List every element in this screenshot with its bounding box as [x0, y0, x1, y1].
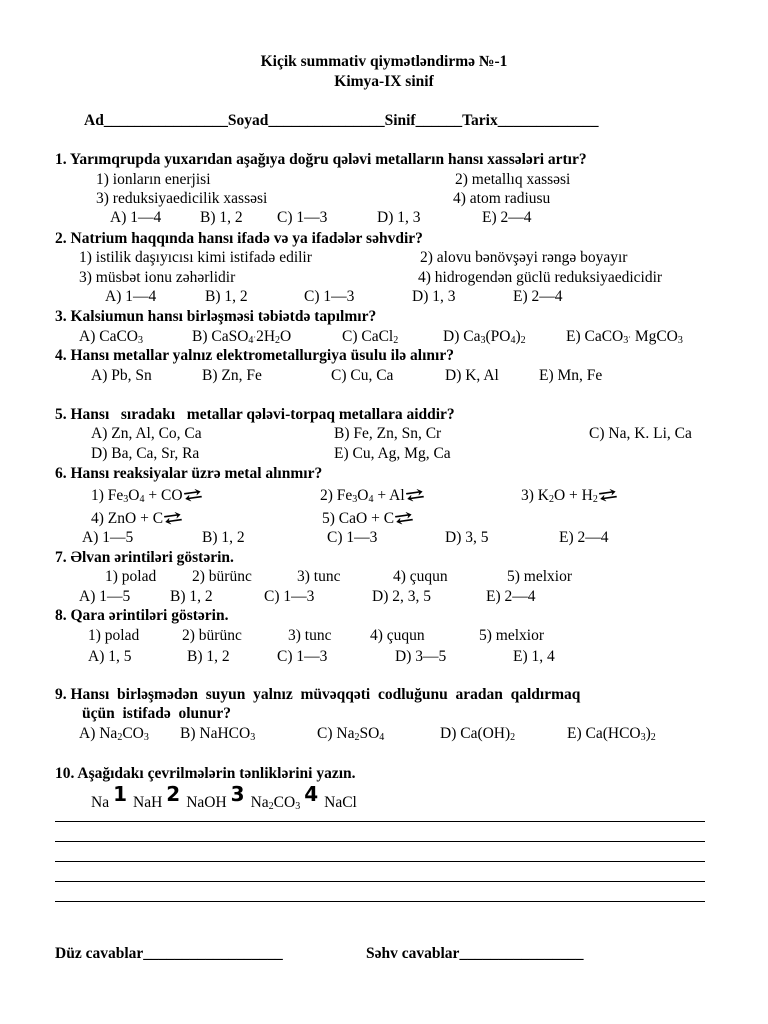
class-label: Sinif: [384, 112, 416, 129]
option-e[interactable]: E) Mn, Fe: [539, 367, 603, 384]
question-2: 2. Natrium haqqında hansı ifadə və ya ifadələr səhvdir?: [55, 230, 423, 247]
reaction-2: 2) $Fe_3O_4$ + Al⇄: [320, 486, 427, 506]
surname-label: Soyad: [227, 112, 269, 129]
alloy-item: 4) çuqun: [370, 627, 425, 644]
option-a[interactable]: A) CaCO$_3$: [79, 328, 143, 346]
answer-line[interactable]: [55, 841, 705, 842]
option-a[interactable]: A) 1—4: [110, 209, 162, 226]
answer-line[interactable]: [55, 881, 705, 882]
option-c[interactable]: C) 1—3: [277, 648, 328, 665]
question-7: 7. Əlvan ərintiləri göstərin.: [55, 549, 234, 566]
option-e[interactable]: E) $Ca(HCO_3)_2$: [567, 725, 656, 743]
option-c[interactable]: C) Na, K. Li, Ca: [589, 425, 692, 442]
question-5: 5. Hansı sıradakı metallar qələvi-torpaq metallara aiddir?: [55, 406, 455, 423]
option-b[interactable]: B) Zn, Fe: [202, 367, 262, 384]
option-d[interactable]: D) $Ca_3(PO_4)_2$: [443, 328, 526, 346]
alloy-item: 3) tunc: [288, 627, 332, 644]
question-8: 8. Qara ərintiləri göstərin.: [55, 607, 229, 624]
option-b[interactable]: B) Fe, Zn, Sn, Cr: [334, 425, 442, 442]
option-a[interactable]: A) 1—5: [79, 588, 131, 605]
wrong-answers-label: Səhv cavablar: [366, 945, 460, 962]
reaction-4: 4) ZnO + C⇄: [91, 509, 186, 529]
alloy-item: 1) polad: [88, 627, 140, 644]
option-d[interactable]: D) 3, 5: [445, 529, 489, 546]
alloy-item: 5) melxior: [479, 627, 544, 644]
statement: 4) atom radiusu: [453, 190, 551, 207]
option-c[interactable]: C) $Na_2SO_4$: [317, 725, 385, 743]
option-b[interactable]: B) NaHCO$_3$: [180, 725, 256, 743]
option-c[interactable]: C) 1—3: [304, 288, 355, 305]
option-c[interactable]: C) 1—3: [277, 209, 328, 226]
equilibrium-arrow-icon: ⇄: [161, 509, 186, 529]
question-6: 6. Hansı reaksiyalar üzrə metal alınmır?: [55, 465, 323, 482]
statement: 3) müsbət ionu zəhərlidir: [79, 269, 236, 286]
name-field[interactable]: ________________: [103, 112, 228, 129]
option-b[interactable]: B) 1, 2: [200, 209, 243, 226]
question-9-continued: üçün istifadə olunur?: [82, 705, 232, 722]
reaction-1: 1) $Fe_3O_4$ + CO⇄: [91, 486, 205, 506]
wrong-answers: [366, 945, 583, 963]
option-a[interactable]: A) Pb, Sn: [91, 367, 152, 384]
page-subtitle: Kimya-IX sinif: [334, 73, 434, 90]
option-e[interactable]: E) 2—4: [559, 529, 609, 546]
question-1: 1. Yarımqrupda yuxarıdan aşağıya doğru qələvi metalların hansı xassələri artır?: [55, 151, 587, 168]
alloy-item: 2) bürünc: [192, 568, 252, 585]
option-a[interactable]: A) Zn, Al, Co, Ca: [91, 425, 202, 442]
alloy-item: 1) polad: [105, 568, 157, 585]
option-d[interactable]: D) 1, 3: [377, 209, 421, 226]
option-a[interactable]: A) 1, 5: [88, 648, 132, 665]
statement: 1) ionların enerjisi: [96, 171, 211, 188]
correct-answers: [55, 945, 283, 963]
student-info-row: [84, 112, 598, 130]
option-d[interactable]: D) 3—5: [395, 648, 447, 665]
correct-answers-field[interactable]: __________________: [143, 945, 283, 962]
step-4-arrow: 4: [304, 782, 319, 806]
option-c[interactable]: C) 1—3: [264, 588, 315, 605]
statement: 4) hidrogendən güclü reduksiyaedicidir: [418, 269, 663, 286]
option-d[interactable]: D) 2, 3, 5: [372, 588, 431, 605]
option-b[interactable]: B) 1, 2: [170, 588, 213, 605]
page-title: Kiçik summativ qiymətləndirmə №-1: [260, 53, 508, 70]
answer-line[interactable]: [55, 821, 705, 822]
option-e[interactable]: E) 1, 4: [513, 648, 555, 665]
option-d[interactable]: D) K, Al: [445, 367, 499, 384]
equilibrium-arrow-icon: ⇄: [392, 509, 417, 529]
alloy-item: 4) çuqun: [393, 568, 448, 585]
option-e[interactable]: E) 2—4: [482, 209, 532, 226]
answer-line[interactable]: [55, 901, 705, 902]
option-d[interactable]: D) Ba, Ca, Sr, Ra: [91, 445, 200, 462]
option-d[interactable]: D) 1, 3: [412, 288, 456, 305]
question-10: 10. Aşağıdakı çevrilmələrin tənliklərini yazın.: [55, 765, 356, 782]
alloy-item: 5) melxior: [507, 568, 572, 585]
question-3: 3. Kalsiumun hansı birləşməsi təbiətdə tapılmır?: [55, 308, 377, 325]
answer-line[interactable]: [55, 861, 705, 862]
option-b[interactable]: B) $CaSO_4\cdot 2H_2O$: [192, 328, 292, 346]
equilibrium-arrow-icon: ⇄: [181, 486, 205, 506]
option-b[interactable]: B) 1, 2: [205, 288, 248, 305]
correct-answers-label: Düz cavablar: [55, 945, 144, 962]
statement: 2) metallıq xassəsi: [455, 171, 571, 188]
alloy-item: 3) tunc: [297, 568, 341, 585]
step-1-arrow: 1: [113, 782, 127, 806]
equilibrium-arrow-icon: ⇄: [596, 486, 620, 506]
option-d[interactable]: D) $Ca(OH)_2$: [440, 725, 516, 743]
name-label: Ad: [84, 112, 104, 129]
statement: 2) alovu bənövşəyi rəngə boyayır: [420, 249, 628, 266]
option-e[interactable]: E) Cu, Ag, Mg, Ca: [334, 445, 451, 462]
statement: 1) istilik daşıyıcısı kimi istifadə edilir: [79, 249, 312, 266]
reaction-3: 3) $K_2O$ + $H_2⇄$: [521, 486, 620, 506]
surname-field[interactable]: _______________: [268, 112, 385, 129]
option-b[interactable]: B) 1, 2: [187, 648, 230, 665]
option-a[interactable]: A) $Na_2CO_3$: [79, 725, 149, 743]
date-label: Tarix: [462, 112, 498, 129]
reaction-5: 5) CaO + C⇄: [322, 509, 417, 529]
option-a[interactable]: A) 1—4: [105, 288, 157, 305]
question-9: 9. Hansı birləşmədən suyun yalnız müvəqqəti codluğunu aradan qaldırmaq: [55, 686, 581, 703]
step-3-arrow: 3: [230, 782, 245, 806]
option-e[interactable]: E) CaCO$_3$· MgCO$_3$: [566, 328, 683, 346]
option-c[interactable]: C) CaCl$_2$: [342, 328, 399, 346]
date-field[interactable]: _____________: [497, 112, 599, 129]
alloy-item: 2) bürünc: [182, 627, 242, 644]
equilibrium-arrow-icon: ⇄: [403, 486, 427, 506]
option-c[interactable]: C) Cu, Ca: [331, 367, 394, 384]
transformation-chain: Na 1 NaH 2 NaOH 3 $Na_2CO_34$ NaCl: [91, 782, 357, 812]
step-2-arrow: 2: [166, 782, 181, 806]
option-e[interactable]: E) 2—4: [513, 288, 563, 305]
option-e[interactable]: E) 2—4: [486, 588, 536, 605]
question-4: 4. Hansı metallar yalnız elektrometallurgiya üsulu ilə alınır?: [55, 347, 454, 364]
option-c[interactable]: C) 1—3: [327, 529, 378, 546]
statement: 3) reduksiyaedicilik xassəsi: [96, 190, 268, 207]
option-b[interactable]: B) 1, 2: [202, 529, 245, 546]
wrong-answers-field[interactable]: ________________: [459, 945, 584, 962]
option-a[interactable]: A) 1—5: [82, 529, 134, 546]
class-field[interactable]: ______: [415, 112, 463, 129]
